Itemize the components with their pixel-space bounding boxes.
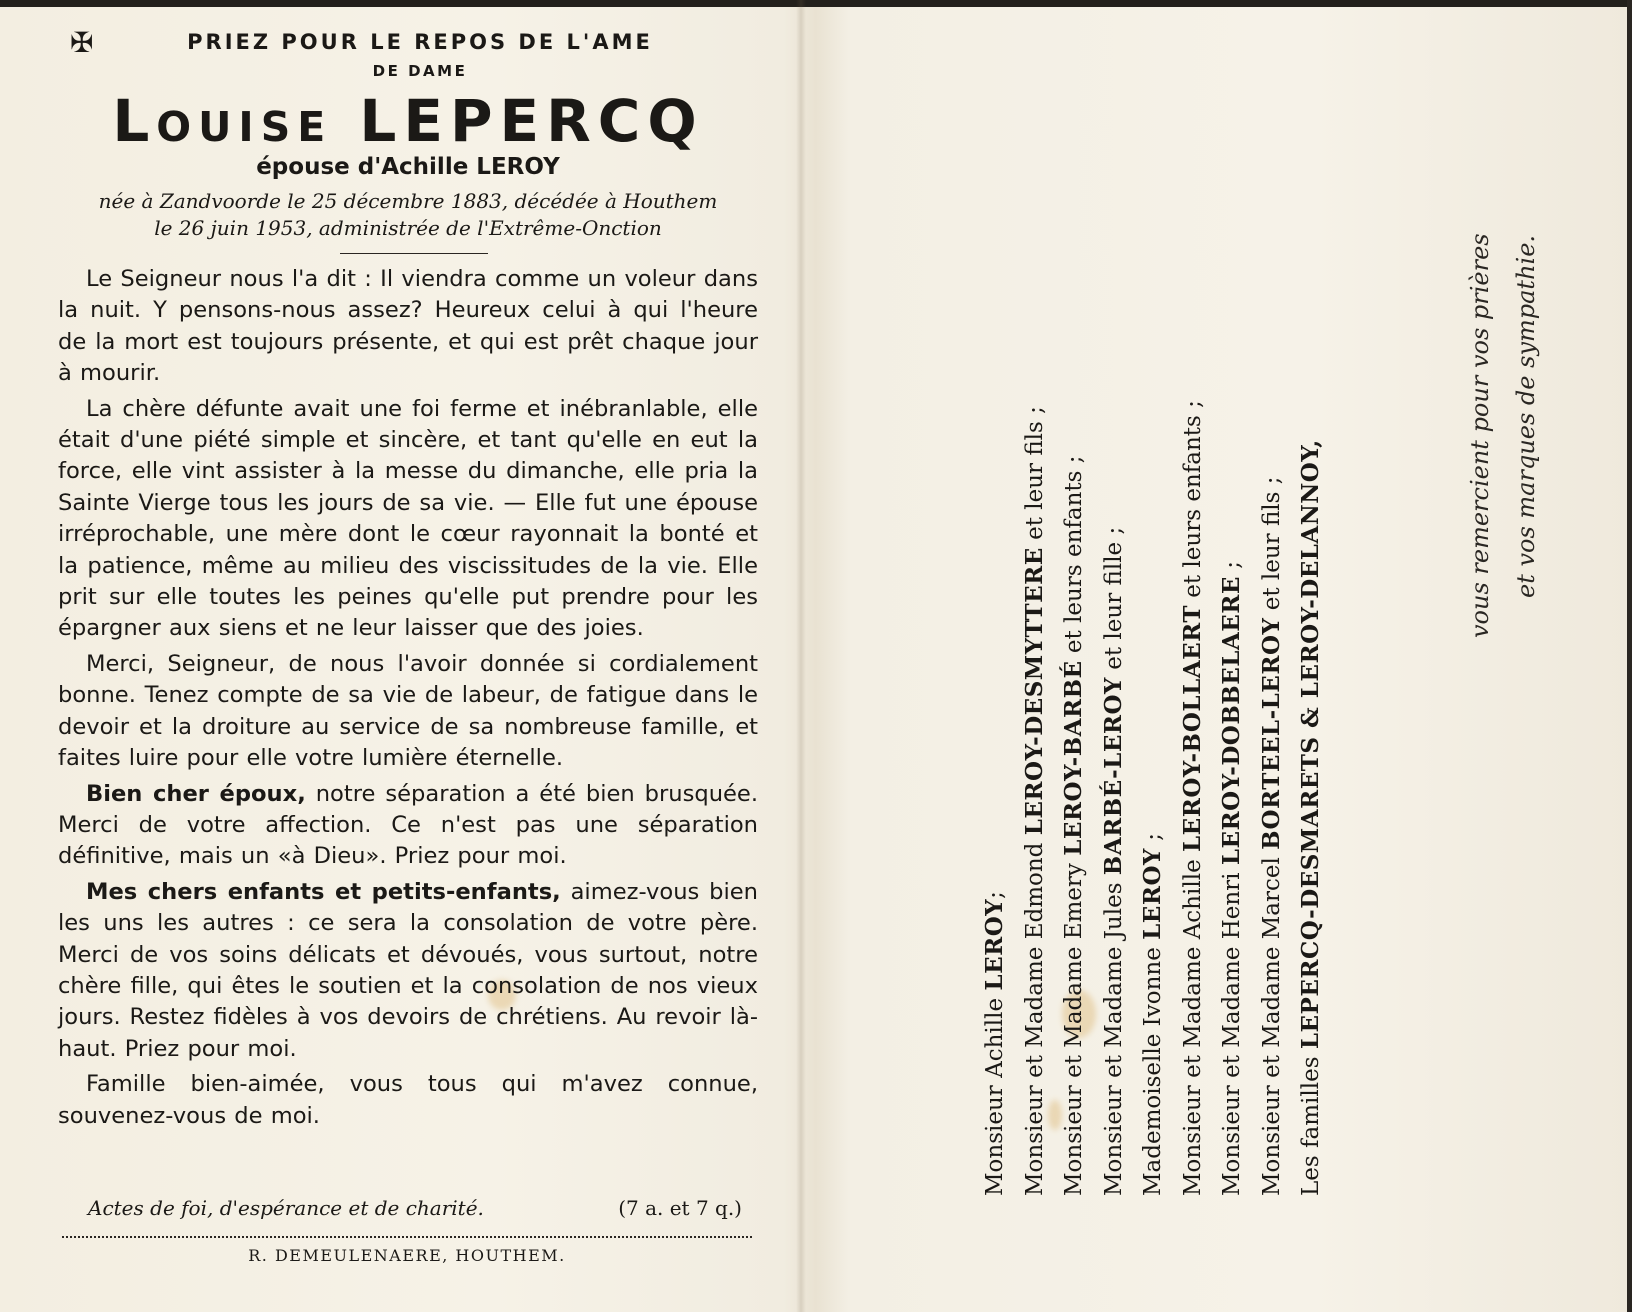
family-surname: BARBÉ-LEROY [1099, 677, 1127, 876]
paragraph-lead: Mes chers enfants et petits-enfants, [86, 878, 561, 905]
family-suffix: et leur fils ; [1258, 476, 1285, 618]
printer-credit: R. DEMEULENAERE, HOUTHEM. [248, 1246, 566, 1265]
paragraph [58, 877, 758, 1065]
card-top-edge [0, 0, 1632, 7]
family-entry [1212, 400, 1252, 1196]
paragraph-text: Merci, Seigneur, de nous l'avoir donnée si cordialement bonne. Tenez compte de sa vie de labeur, de fatigue dans le devoir et la droiture au service de sa nombreuse famille, et faites luire pour elle votre lumière éternelle. [58, 650, 758, 772]
dates-line: née à Zandvoorde le 25 décembre 1883, décédée à Houthem [98, 189, 718, 213]
family-title: Monsieur et Madame Henri [1219, 872, 1245, 1196]
family-surname: LEPERCQ-DESMARETS & LEROY-DELANNOY, [1297, 439, 1324, 1050]
paragraph-text: Famille bien-aimée, vous tous qui m'avez connue, souvenez-vous de moi. [58, 1071, 758, 1129]
paragraph [58, 649, 758, 775]
family-title: Monsieur Achille [982, 997, 1008, 1196]
family-suffix: ; [1140, 833, 1166, 849]
indulgence-note: (7 a. et 7 q.) [618, 1196, 742, 1220]
family-title: Monsieur et Madame Emery [1061, 863, 1087, 1196]
family-surname: LEROY-DOBBELAERE [1218, 576, 1245, 866]
family-surname: LEROY-BOLLAERT [1178, 605, 1206, 852]
family-entry [1252, 400, 1292, 1196]
paragraph [58, 1069, 758, 1132]
family-surname: BORTEEL-LEROY [1257, 617, 1285, 850]
family-suffix: ; [982, 891, 1008, 899]
thanks-block [1457, 233, 1549, 638]
family-surname: LEROY [981, 898, 1008, 991]
dotted-rule [62, 1236, 752, 1238]
family-suffix: ; [1219, 561, 1245, 577]
family-suffix: et leur fils ; [1021, 406, 1048, 548]
family-title: Mademoiselle Ivonne [1140, 947, 1166, 1196]
family-entry [1094, 400, 1134, 1196]
acts-of-faith: Actes de foi, d'espérance et de charité. [88, 1196, 484, 1220]
family-entry [1291, 400, 1331, 1196]
header-dame: DE DAME [372, 62, 468, 80]
body-text [58, 264, 758, 1136]
header-prayer: PRIEZ POUR LE REPOS DE L'AME [187, 30, 653, 54]
paragraph [58, 264, 758, 390]
paragraph [58, 779, 758, 873]
family-entry [1133, 400, 1173, 1196]
spouse-line: épouse d'Achille LEROY [256, 154, 560, 180]
family-title: Monsieur et Madame Marcel [1258, 857, 1285, 1196]
cross-icon: ✠ [70, 26, 94, 59]
family-entry [1054, 400, 1094, 1196]
dates-line: le 26 juin 1953, administrée de l'Extrême-Onction [154, 216, 662, 240]
family-entry [1015, 400, 1055, 1196]
deceased-name: Louise LEPERCQ [112, 87, 704, 155]
card-right-edge [1627, 0, 1632, 1312]
family-suffix: et leurs enfants ; [1061, 455, 1087, 661]
center-fold [796, 0, 806, 1312]
family-suffix: et leurs enfants ; [1179, 400, 1206, 606]
dates-block [58, 188, 758, 242]
paragraph [58, 394, 758, 645]
divider [340, 253, 488, 254]
family-title: Monsieur et Madame Jules [1100, 882, 1127, 1196]
paragraph-text: notre séparation a été bien brusquée. Merci de votre affection. Ce n'est pas une séparation définitive, mais un «à Dieu». Priez pour moi. [58, 780, 758, 870]
family-suffix: et leur fille ; [1100, 526, 1127, 678]
paragraph-text: aimez-vous bien les uns les autres : ce sera la consolation de votre père. Merci de vos soins délicats et dévoués, vous surtout, notre chère fille, qui êtes le soutien et la consolation de nos vieux jours. Restez fidèles à vos devoirs de chrétiens. Au revoir là-haut. Priez pour moi. [58, 878, 758, 1062]
family-title: Monsieur et Madame Achille [1179, 859, 1206, 1196]
family-entry [1173, 400, 1213, 1196]
thanks-line: vous remercient pour vos prières [1466, 233, 1494, 638]
thanks-line: et vos marques de sympathie. [1512, 234, 1540, 598]
family-list [975, 400, 1331, 1196]
paragraph-lead: Bien cher époux, [86, 780, 306, 807]
family-title: Monsieur et Madame Edmond [1021, 842, 1048, 1196]
family-entry [975, 400, 1015, 1196]
family-surname: LEROY [1139, 848, 1166, 940]
paragraph-text: La chère défunte avait une foi ferme et inébranlable, elle était d'une piété simple et sincère, et tant qu'elle en eut la force, elle vint assister à la messe du dimanche, elle pria la Sainte Vierge tous les jours de sa vie. — Elle fut une épouse irréprochable, une mère dont le cœur rayonnait la bonté et la patience, même au milieu des viscissitudes de la vie. Elle prit sur elle toutes les peines qu'elle put prendre pour les épargner aux siens et ne leur laisser que des joies. [58, 395, 758, 642]
family-title: Les familles [1298, 1056, 1324, 1196]
family-surname: LEROY-DESMYTTERE [1020, 547, 1048, 836]
family-surname: LEROY-BARBÉ [1060, 660, 1087, 856]
paragraph-text: Le Seigneur nous l'a dit : Il viendra comme un voleur dans la nuit. Y pensons-nous assez? Heureux celui à qui l'heure de la mort est toujours présente, et qui est prêt chaque jour à mourir. [58, 266, 758, 387]
